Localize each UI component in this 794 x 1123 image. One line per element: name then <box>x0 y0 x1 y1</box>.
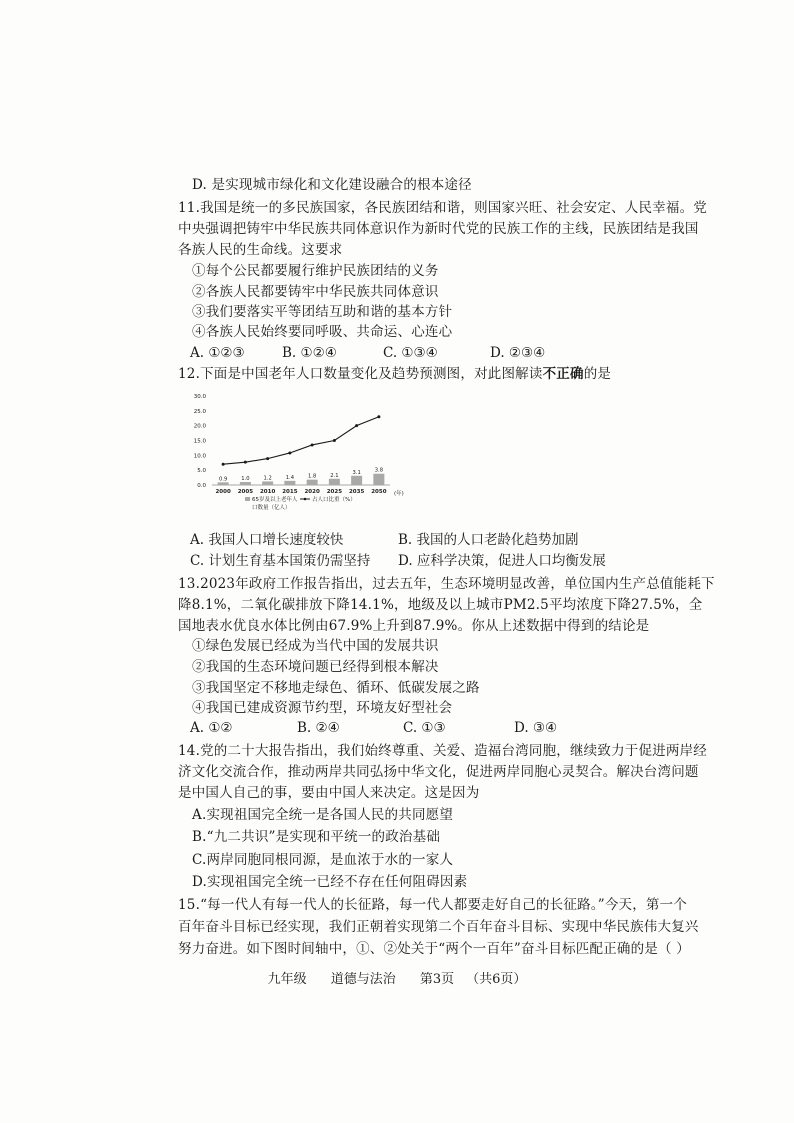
elderly-population-chart <box>190 386 420 521</box>
bar-value-label: 3.1 <box>352 469 361 476</box>
x-tick-label: 2005 <box>237 489 254 495</box>
x-unit-label: (年) <box>394 491 404 497</box>
y-tick-label: 5.0 <box>197 468 206 475</box>
bar <box>218 482 229 485</box>
line-point <box>266 457 269 460</box>
q14-stem-line: 14.党的二十大报告指出，我们始终尊重、关爱、造福台湾同胞，继续致力于促进两岸经 <box>178 743 707 759</box>
x-tick-label: 2020 <box>304 489 320 495</box>
bar-value-label: 1.2 <box>263 475 272 482</box>
y-tick-label: 25.0 <box>193 408 206 415</box>
bar <box>307 480 318 485</box>
q11-option: C. ①③④ <box>383 345 438 361</box>
q15-stem-line: 努力奋进。如下图时间轴中，①、②处关于“两个一百年”奋斗目标匹配正确的是（ ） <box>178 941 690 957</box>
y-tick-label: 20.0 <box>193 423 206 430</box>
q12-stem <box>178 365 611 383</box>
bar <box>284 481 295 485</box>
q13-stem-line: 降8.1%，二氧化碳排放下降14.1%，地级及以上城市PM2.5平均浓度下降27.5%，全 <box>178 597 703 613</box>
q13-option: A. ①② <box>190 720 233 736</box>
q13-option: D. ③④ <box>514 720 558 736</box>
bar-value-label: 1.4 <box>285 474 294 481</box>
q11-item: ④各族人民始终要同呼吸、共命运、心连心 <box>192 324 453 340</box>
line-point <box>377 415 380 418</box>
line-point <box>355 424 358 427</box>
q12-option: A. 我国人口增长速度较快 <box>190 532 344 548</box>
q10-option-d: D. 是实现城市绿化和文化建设融合的根本途径 <box>192 177 472 193</box>
x-tick-label: 2050 <box>371 489 387 495</box>
q12-option: D. 应科学决策，促进人口均衡发展 <box>398 553 606 569</box>
y-tick-label: 30.0 <box>193 394 206 400</box>
q13-item: ②我国的生态环境问题已经得到根本解决 <box>192 659 439 675</box>
y-tick-label: 0.0 <box>197 483 206 489</box>
line-point <box>244 461 247 464</box>
q13-stem-line: 国地表水优良水体比例由67.9%上升到87.9%。你从上述数据中得到的结论是 <box>178 618 650 634</box>
proportion-line <box>223 417 379 464</box>
x-tick-label: 2000 <box>215 489 231 495</box>
legend-bar-label: 65岁及以上老年人 <box>252 497 298 503</box>
q14-stem-line: 是中国人自己的事，要由中国人来决定。这是因为 <box>178 785 480 801</box>
bar-value-label: 2.1 <box>330 472 339 479</box>
bar <box>351 476 362 485</box>
line-point <box>333 439 336 442</box>
legend-line-label: 占人口比重（%） <box>312 497 356 503</box>
footer-page: 第3页 <box>419 972 455 987</box>
q15-stem-line: 15.“每一代人有每一代人的长征路，每一代人都要走好自己的长征路。”今天，第一个 <box>178 897 688 913</box>
y-tick-label: 15.0 <box>193 438 206 445</box>
line-point <box>288 451 291 454</box>
legend-bar-swatch <box>245 497 250 501</box>
x-tick-label: 2015 <box>282 489 298 495</box>
bar-value-label: 1.0 <box>241 476 250 483</box>
x-tick-label: 2010 <box>259 489 276 495</box>
q11-item: ①每个公民都要履行维护民族团结的义务 <box>192 263 439 279</box>
q11-option: B. ①②④ <box>282 345 337 361</box>
bar-value-label: 1.8 <box>308 473 317 480</box>
bar-value-label: 3.8 <box>374 467 383 474</box>
bar <box>240 482 251 485</box>
q13-item: ④我国已建成资源节约型，环境友好型社会 <box>192 700 453 716</box>
q11-option: D. ②③④ <box>490 345 546 361</box>
q12-stem-prefix: 12.下面是中国老年人口数量变化及趋势预测图，对此图解读 <box>178 366 543 382</box>
q12-option: C. 计划生育基本国策仍需坚持 <box>190 553 371 569</box>
bar <box>373 474 384 485</box>
q11-stem-line: 11.我国是统一的多民族国家，各民族团结和谐，则国家兴旺、社会安定、人民幸福。党 <box>178 200 707 216</box>
q14-option: C.两岸同胞同根同源，是血浓于水的一家人 <box>192 852 454 868</box>
bar-value-label: 0.9 <box>219 476 228 483</box>
q14-stem-line: 济文化交流合作，推动两岸共同弘扬中华文化，促进两岸同胞心灵契合。解决台湾问题 <box>178 764 699 780</box>
q12-stem-suffix: 的是 <box>583 366 612 382</box>
footer-total: （共6页） <box>466 972 527 987</box>
q11-option: A. ①②③ <box>190 345 245 361</box>
q11-stem-line: 中央强调把铸牢中华民族共同体意识作为新时代党的民族工作的主线，民族团结是我国 <box>178 221 699 237</box>
x-tick-label: 2035 <box>348 489 365 495</box>
line-point <box>222 463 225 466</box>
q15-stem-line: 百年奋斗目标已经实现，我们正朝着实现第二个百年奋斗目标、实现中华民族伟大复兴 <box>178 919 699 935</box>
q13-stem-line: 13.2023年政府工作报告指出，过去五年，生态环境明显改善，单位国内生产总值能耗下 <box>178 576 715 592</box>
bar <box>329 479 340 485</box>
legend-line-marker <box>304 498 307 501</box>
q12-option: B. 我国的人口老龄化趋势加剧 <box>398 532 579 548</box>
q11-item: ③我们要落实平等团结互助和谐的基本方针 <box>192 304 453 320</box>
bar <box>262 481 273 485</box>
page-footer <box>0 968 794 987</box>
q13-option: C. ①③ <box>403 720 446 736</box>
q11-stem-line: 各族人民的生命线。这要求 <box>178 242 343 258</box>
q14-option: D.实现祖国完全统一已经不存在任何阻碍因素 <box>192 874 468 890</box>
q12-stem-emphasis: 不正确 <box>542 366 584 382</box>
line-point <box>311 443 314 446</box>
legend-bar-label: 口数量（亿人） <box>252 505 291 511</box>
q13-option: B. ②④ <box>297 720 340 736</box>
x-tick-label: 2025 <box>326 489 343 495</box>
q13-item: ①绿色发展已经成为当代中国的发展共识 <box>192 638 439 654</box>
footer-grade: 九年级 <box>267 972 307 987</box>
q14-option: B.“九二共识”是实现和平统一的政治基础 <box>192 829 441 845</box>
y-tick-label: 10.0 <box>193 453 206 460</box>
q13-item: ③我国坚定不移地走绿色、循环、低碳发展之路 <box>192 680 480 696</box>
footer-subject: 道德与法治 <box>330 972 396 987</box>
q14-option: A.实现祖国完全统一是各国人民的共同愿望 <box>192 807 454 823</box>
q11-item: ②各族人民都要铸牢中华民族共同体意识 <box>192 284 439 300</box>
